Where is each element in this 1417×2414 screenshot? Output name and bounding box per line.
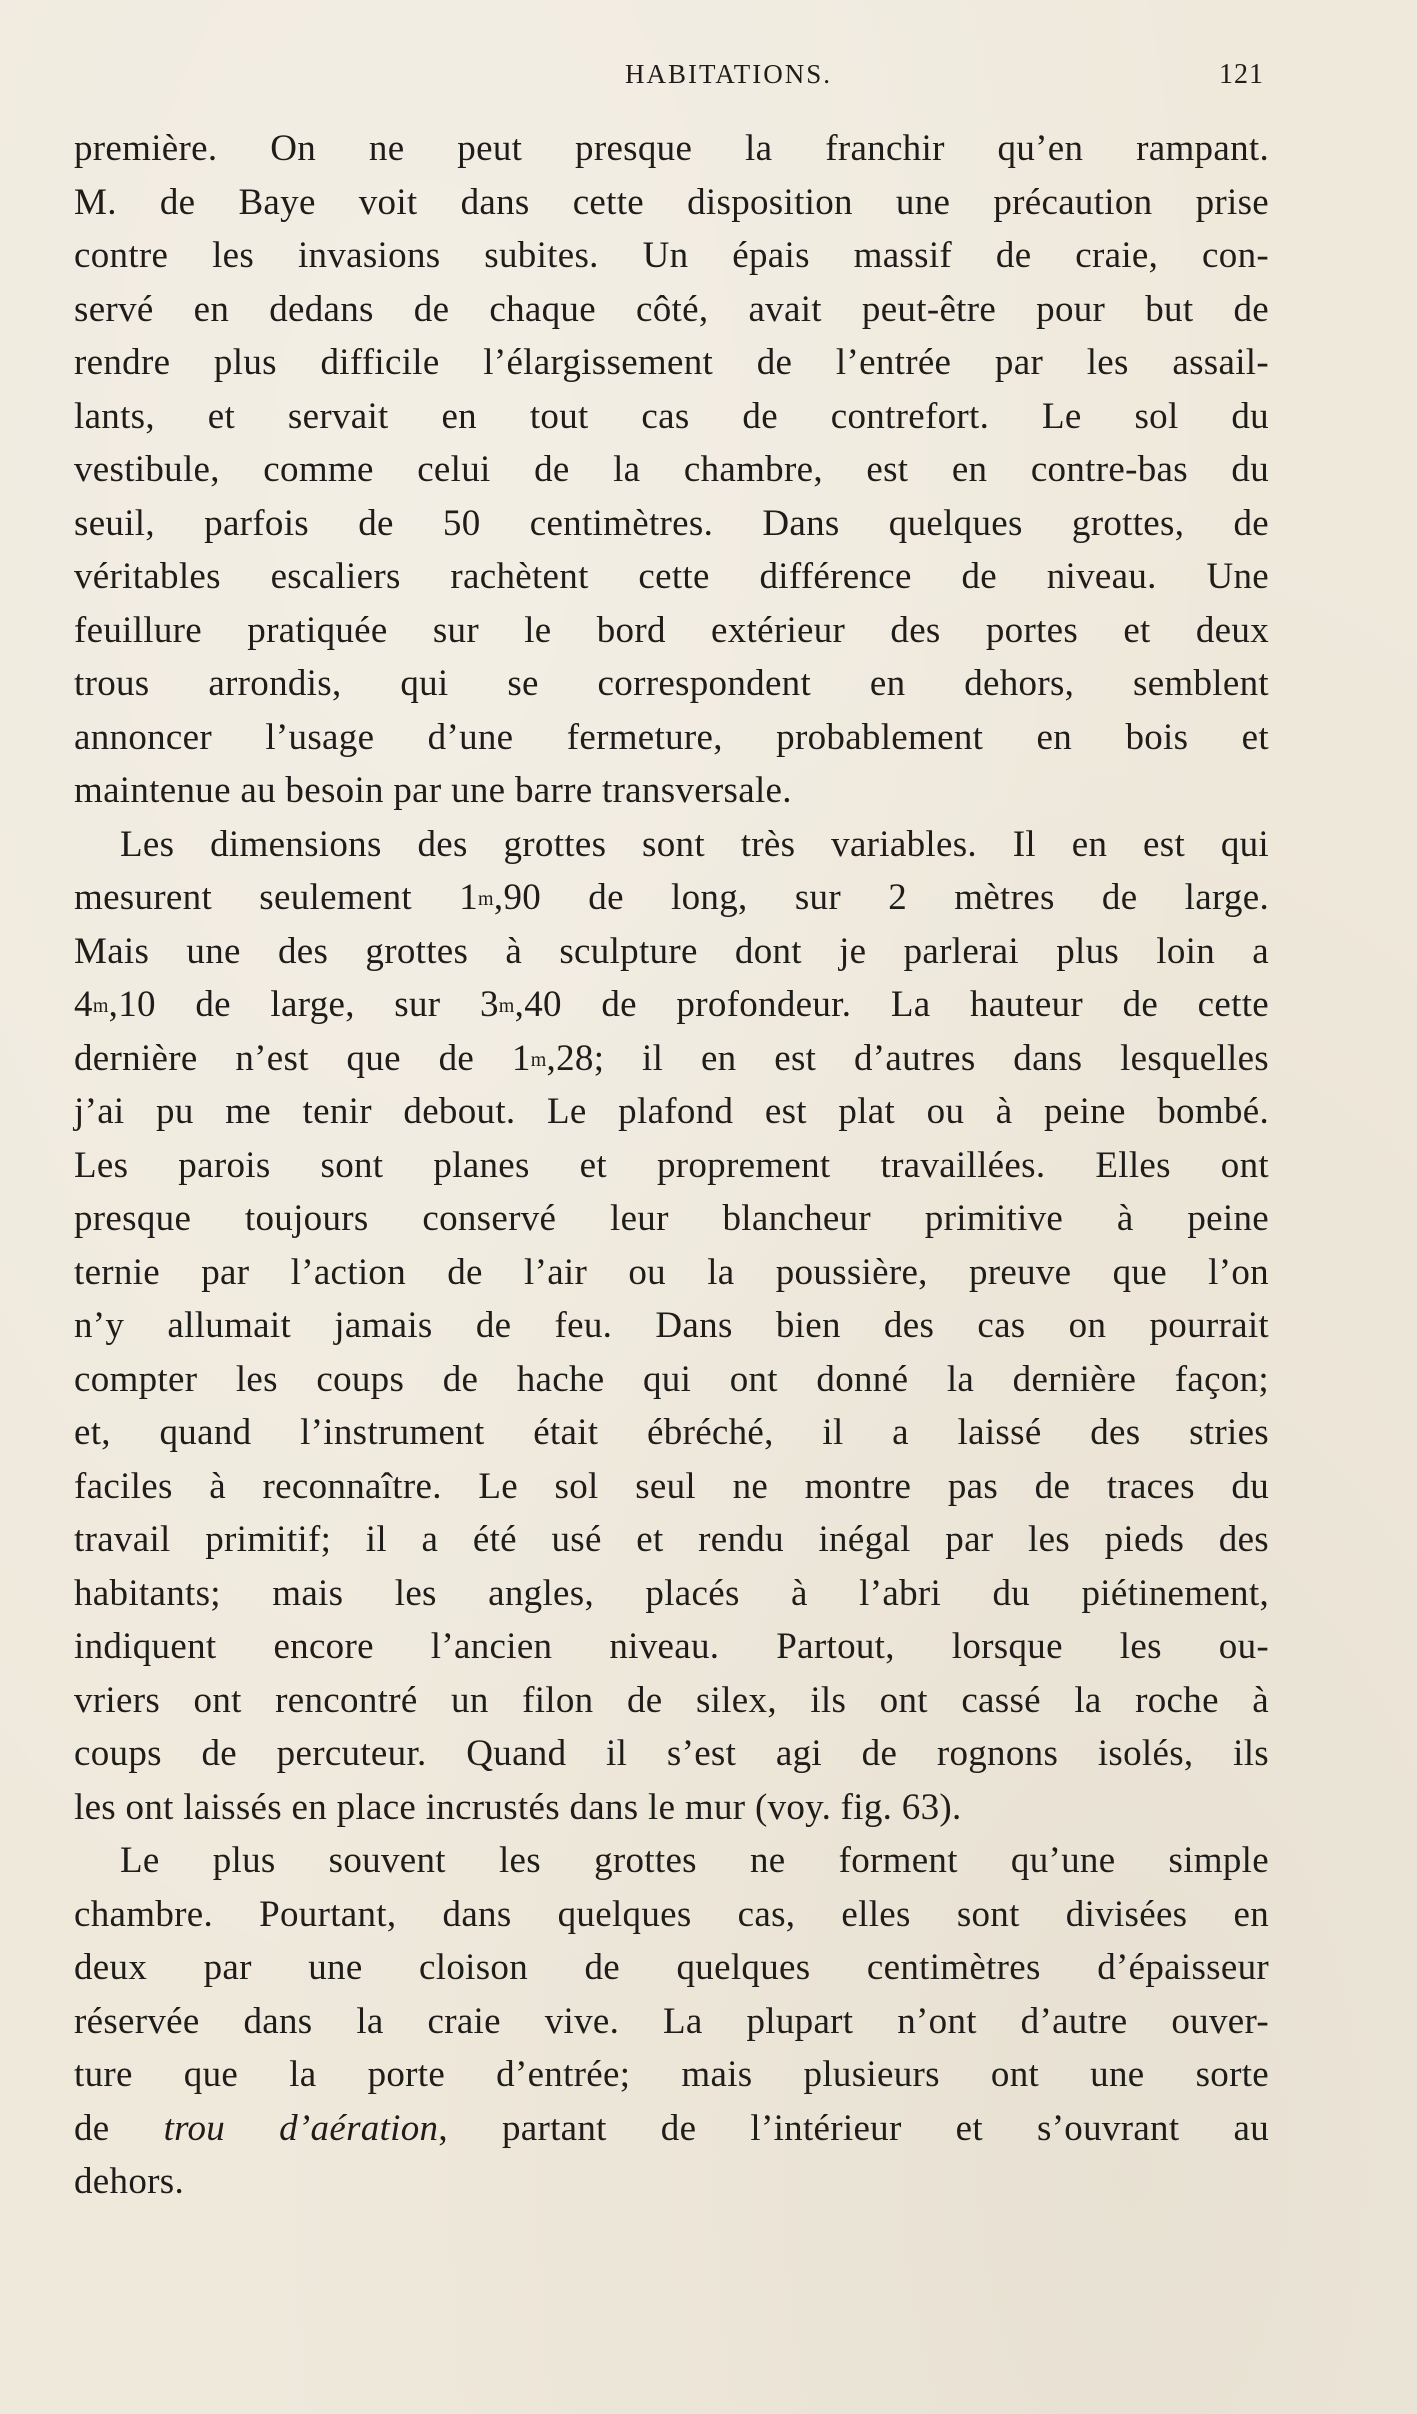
text-line: vestibule, comme celui de la chambre, est en contre-bas du <box>74 449 1269 490</box>
text-line: seuil, parfois de 50 centimètres. Dans quelques grottes, de <box>74 502 1269 544</box>
text-line: n’y allumait jamais de feu. Dans bien des cas on pourrait <box>74 1305 1269 1346</box>
body-text <box>74 122 1269 2209</box>
text-run: mesurent seulement 1 <box>74 877 479 918</box>
text-line: véritables escaliers rachètent cette différence de niveau. Une <box>74 556 1269 597</box>
text-line: servé en dedans de chaque côté, avait peut-être pour but de <box>74 288 1269 330</box>
text-line: j’ai pu me tenir debout. Le plafond est plat ou à peine bombé. <box>74 1091 1269 1132</box>
text-line: faciles à reconnaître. Le sol seul ne montre pas de traces du <box>74 1465 1269 1507</box>
text-line: coups de percuteur. Quand il s’est agi de rognons isolés, ils <box>74 1733 1269 1774</box>
text-line: travail primitif; il a été usé et rendu inégal par les pieds des <box>74 1519 1269 1560</box>
text-line: compter les coups de hache qui ont donné la dernière façon; <box>74 1358 1269 1400</box>
italic-term: trou d’aération <box>163 2107 439 2149</box>
text-line <box>74 2102 1269 2156</box>
text-line: feuillure pratiquée sur le bord extérieur des portes et deux <box>74 609 1269 651</box>
text-line: Les parois sont planes et proprement travaillées. Elles ont <box>74 1144 1269 1186</box>
text-run: ,40 de profondeur. La hauteur de cette <box>514 984 1269 1025</box>
text-line: rendre plus difficile l’élargissement de l’entrée par les assail- <box>74 342 1269 383</box>
text-run: dernière n’est que de 1 <box>74 1037 531 1079</box>
page-header <box>0 55 1417 95</box>
text-line: lants, et servait en tout cas de contrefort. Le sol du <box>74 395 1269 437</box>
text-line: chambre. Pourtant, dans quelques cas, elles sont divisées en <box>74 1893 1269 1935</box>
text-line: habitants; mais les angles, placés à l’abri du piétinement, <box>74 1572 1269 1614</box>
text-line: Le plus souvent les grottes ne forment qu’une simple <box>120 1840 1269 1881</box>
running-title: HABITATIONS. <box>624 59 833 89</box>
text-line: ternie par l’action de l’air ou la poussière, preuve que l’on <box>74 1251 1269 1293</box>
text-line: annoncer l’usage d’une fermeture, probablement en bois et <box>74 716 1269 758</box>
page-number: 121 <box>1219 59 1264 90</box>
text-run: ,28; il en est d’autres dans lesquelles <box>546 1037 1269 1079</box>
text-line <box>74 978 1269 1032</box>
text-line: dehors. <box>74 2161 184 2202</box>
unit-superscript: m <box>498 995 515 1017</box>
text-run: 4 <box>74 984 93 1025</box>
text-line: deux par une cloison de quelques centimètres d’épaisseur <box>74 1947 1269 1988</box>
text-line: ture que la porte d’entrée; mais plusieurs ont une sorte <box>74 2054 1269 2095</box>
text-line: Mais une des grottes à sculpture dont je parlerai plus loin a <box>74 930 1269 972</box>
text-run: , partant de l’intérieur et s’ouvrant au <box>438 2107 1270 2149</box>
text-line: première. On ne peut presque la franchir qu’en rampant. <box>74 128 1269 169</box>
unit-superscript: m <box>478 888 494 910</box>
text-line <box>74 1032 1269 1086</box>
text-run: ,90 de long, sur 2 mètres de large. <box>493 877 1269 918</box>
text-line: M. de Baye voit dans cette disposition une précaution prise <box>74 181 1269 223</box>
unit-superscript: m <box>530 1048 547 1071</box>
text-line: contre les invasions subites. Un épais massif de craie, con- <box>74 235 1269 276</box>
text-line: indiquent encore l’ancien niveau. Partout, lorsque les ou- <box>74 1626 1269 1667</box>
text-line: maintenue au besoin par une barre transversale. <box>74 770 792 811</box>
text-run: ,10 de large, sur 3 <box>108 984 499 1025</box>
text-line: réservée dans la craie vive. La plupart n’ont d’autre ouver- <box>74 2000 1269 2042</box>
text-line: vriers ont rencontré un filon de silex, ils ont cassé la roche à <box>74 1679 1269 1721</box>
text-line: les ont laissés en place incrustés dans le mur (voy. fig. 63). <box>74 1786 962 1828</box>
text-line: trous arrondis, qui se correspondent en dehors, semblent <box>74 663 1269 704</box>
text-line: presque toujours conservé leur blancheur primitive à peine <box>74 1198 1269 1239</box>
text-line <box>74 871 1269 925</box>
unit-superscript: m <box>92 995 109 1017</box>
text-run: de <box>74 2107 164 2149</box>
text-line: et, quand l’instrument était ébréché, il a laissé des stries <box>74 1412 1269 1453</box>
text-line: Les dimensions des grottes sont très variables. Il en est qui <box>120 823 1269 865</box>
